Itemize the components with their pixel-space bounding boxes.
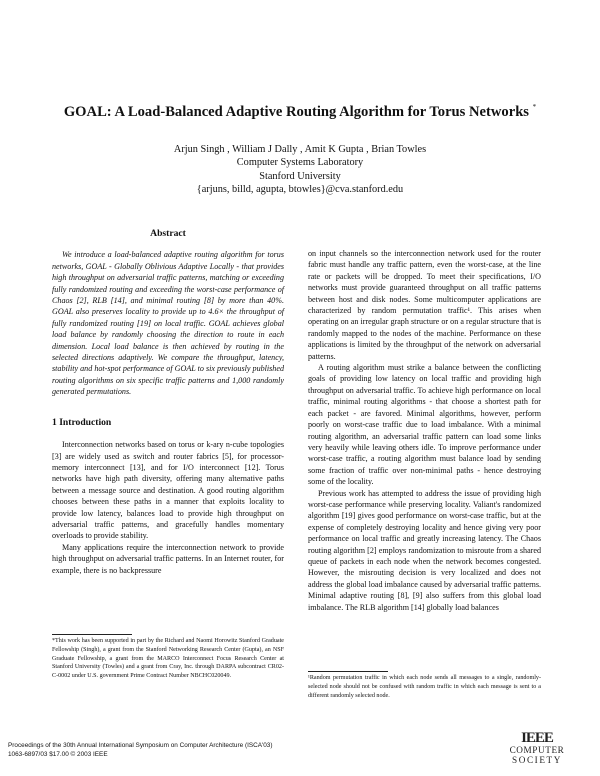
paper-title: GOAL: A Load-Balanced Adaptive Routing Algorithm for Torus Networks *	[63, 103, 537, 120]
right-column	[308, 248, 541, 613]
section-heading-introduction: 1 Introduction	[52, 416, 112, 428]
intro-paragraph-2: Many applications require the interconnection network to provide high throughput on adversarial traffic patterns. In an Internet router, for example, there is no backpressure	[52, 542, 284, 575]
author-lab: Computer Systems Laboratory	[236, 157, 364, 169]
abstract-heading: Abstract	[150, 228, 186, 239]
right-paragraph-1: on input channels so the interconnection network used for the router fabric must handle any traffic pattern, even the worst-case, at the line rate or packets will be dropped. To meet their specifications, I/O networks must provide guaranteed throughput on all traffic patterns between host and disk nodes. Some multicomputer applications are characterized by random permutation traffic¹. This arises when operating on an irregular graph structure or on a regular structure that is randomly mapped to the nodes of the machine. Performance on these applications is limited by the throughput of the network on adversarial patterns.	[308, 249, 541, 361]
logo-word-society: SOCIETY	[512, 755, 562, 765]
logo-word-computer: COMPUTER	[509, 745, 565, 755]
footer-line-2: 1063-6897/03 $17.00 © 2003 IEEE	[8, 751, 108, 759]
footer-line-1: Proceedings of the 30th Annual International Symposium on Computer Architecture (ISCA'03)	[8, 742, 273, 749]
proceedings-footer	[8, 741, 272, 759]
footnote-right: ¹Random permutation traffic in which each node sends all messages to a single, randomly-selected node should not be confused with random traffic in which each message is sent to a different randomly selected node.	[308, 675, 541, 699]
author-university: Stanford University	[259, 170, 341, 182]
right-paragraph-3: Previous work has attempted to address the issue of providing high worst-case performance while preserving locality. Valiant's randomized algorithm [19] gives good performance on worst-case traffic, but at the expense of completely destroying locality and hence giving very poor performance on local traffic and greatly increasing latency. The Chaos routing algorithm [2] employs randomization to misroute from a shared queue of packets in each node when the network becomes congested. However, the misrouting decision is very localized and does not address the global load imbalance caused by adversarial traffic patterns. Minimal adaptive routing [8], [9] also suffers from this global load imbalance. The RLB algorithm [14] globally load balances	[308, 488, 541, 612]
footnote-left: *This work has been supported in part by the Richard and Naomi Horowitz Stanford Graduate Fellowship (Singh), a grant from the Stanford Networking Research Center (Gupta), an NSF Graduate Fellowship, a grant from the MARCO Interconnect Focus Research Center at Stanford University (Towles) and a grant from Cray, Inc. through DARPA subcontract CR02-C-0002 under U.S. government Prime Contract Number NBCHC020049.	[52, 638, 284, 680]
right-paragraph-2: A routing algorithm must strike a balance between the conflicting goals of providing low latency on local traffic and providing high throughput on adversarial traffic. To achieve high performance on local traffic, minimal routing algorithms - that choose a shortest path for each packet - are favored. Minimal algorithms, however, perform poorly on worst-case traffic due to load imbalance. With a minimal routing algorithm, an adversarial traffic pattern can load some links very heavily while leaving others idle. To improve performance under worst-case traffic, a routing algorithm must balance load by sending some fraction of traffic over non-minimal paths - hence destroying some of the locality.	[308, 363, 541, 487]
logo-mark: IEEE	[521, 730, 553, 746]
intro-paragraph-1: Interconnection networks based on torus or k-ary n-cube topologies [3] are widely used as switch and router fabrics [5], for processor-memory interconnect [13], and for I/O interconnect [12]. Torus networks have high path diversity, offering many alternative paths between a message source and destination. A good routing algorithm chooses between these paths in a manner that exploits locality to provide low latency, balances load to provide high throughput on adversarial traffic patterns, and gracefully handles momentary overloads to provide stability.	[52, 440, 284, 541]
title-footnote-mark: *	[532, 103, 537, 111]
author-names: Arjun Singh , William J Dally , Amit K Gupta , Brian Towles	[173, 144, 427, 155]
footnote-divider-right	[308, 671, 388, 672]
footnote-divider-left	[52, 634, 132, 635]
author-block	[0, 143, 600, 196]
left-column	[52, 228, 284, 576]
author-emails: {arjuns, billd, agupta, btowles}@cva.stanford.edu	[196, 183, 404, 195]
computer-society-logo	[502, 732, 572, 772]
abstract-text: We introduce a load-balanced adaptive routing algorithm for torus networks, GOAL - Globally Oblivious Adaptive Locally - that provides high throughput on adversarial traffic patterns, matching or exceeding fully randomized routing and exceeding the worst-case performance of Chaos [2], RLB [14], and minimal routing [8] by more than 40%. GOAL also preserves locality to provide up to 4.6× the throughput of fully randomized routing [19] on local traffic. GOAL achieves global load balance by randomly choosing the direction to route in each dimension. Local load balance is then achieved by routing in the selected directions adaptively. We compare the throughput, latency, stability and hot-spot performance of GOAL to six previously published routing algorithms on six specific traffic patterns and 1,000 randomly generated permutations.	[52, 250, 284, 397]
